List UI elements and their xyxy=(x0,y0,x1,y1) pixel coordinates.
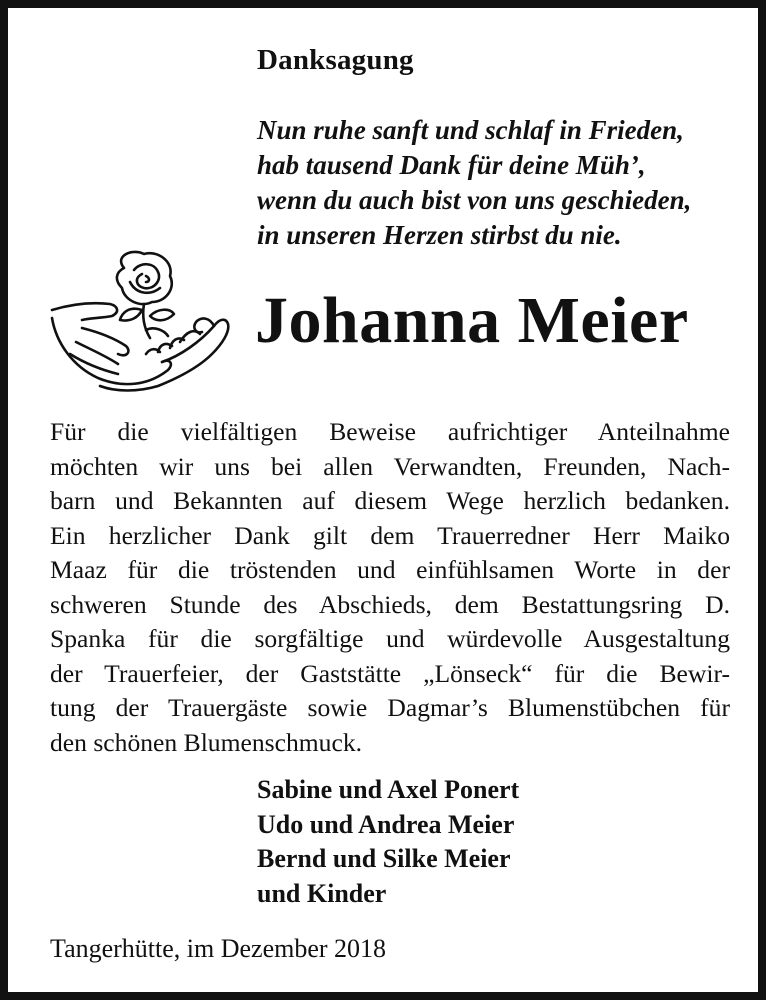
paragraph-line: barn und Bekannten auf diesem Wege herzlich bedanken. xyxy=(50,486,730,515)
paragraph-line: Spanka für die sorgfältige und würdevolle Ausgestaltung xyxy=(50,624,730,653)
signer-line: Bernd und Silke Meier xyxy=(257,844,511,873)
paragraph-line: möchten wir uns bei allen Verwandten, Freunden, Nach- xyxy=(50,451,730,481)
paragraph-line: Ein herzlicher Dank gilt dem Trauerredner Herr Maiko xyxy=(50,520,730,550)
place-and-date: Tangerhütte, im Dezember 2018 xyxy=(50,934,387,963)
paragraph-line: den schönen Blumenschmuck. xyxy=(50,727,363,757)
paragraph-line: tung der Trauergäste sowie Dagmar’s Blumenstübchen für xyxy=(50,693,730,722)
paragraph-line: Für die vielfältigen Beweise aufrichtiger Anteilnahme xyxy=(50,417,730,446)
poem-line: in unseren Herzen stirbst du nie. xyxy=(257,220,622,250)
signers-list xyxy=(257,773,519,911)
signer-line: und Kinder xyxy=(257,878,387,908)
poem-line: wenn du auch bist von uns geschieden, xyxy=(257,185,692,215)
paragraph-line: der Trauerfeier, der Gaststätte „Lönseck“ für die Bewir- xyxy=(50,658,730,688)
paragraph-line: Maaz für die tröstenden und einfühlsamen Worte in der xyxy=(50,555,730,584)
poem-line: Nun ruhe sanft und schlaf in Frieden, xyxy=(257,115,684,145)
notice-heading: Danksagung xyxy=(257,44,414,76)
poem-line: hab tausend Dank für deine Müh’, xyxy=(257,150,646,180)
poem xyxy=(257,113,691,253)
signer-line: Sabine und Axel Ponert xyxy=(257,775,520,804)
signer-line: Udo und Andrea Meier xyxy=(257,809,515,839)
paragraph-line: schweren Stunde des Abschieds, dem Bestattungsring D. xyxy=(50,589,730,619)
hands-holding-rose-icon xyxy=(46,246,236,396)
deceased-name: Johanna Meier xyxy=(255,284,689,357)
thanks-paragraph xyxy=(50,415,730,760)
